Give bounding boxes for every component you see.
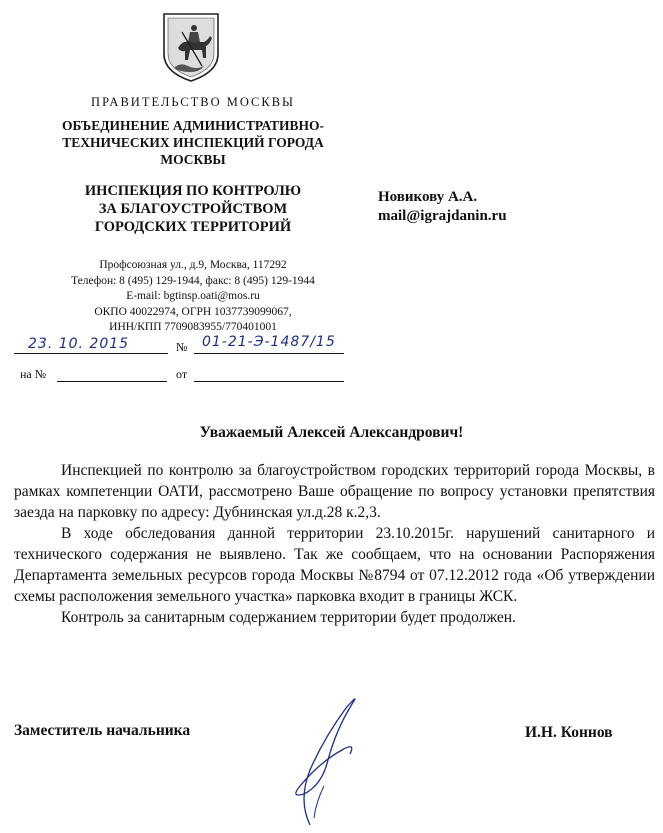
date-line [14, 353, 168, 354]
recipient-block [378, 188, 507, 226]
salutation: Уважаемый Алексей Александрович! [199, 424, 464, 441]
email: E-mail: bgtinsp.oati@mos.ru [126, 290, 260, 302]
moscow-coat-of-arms-icon [160, 10, 222, 84]
ref-number-label: на № [20, 367, 47, 381]
government-title: ПРАВИТЕЛЬСТВО МОСКВЫ [91, 95, 295, 109]
ref-from-line [194, 381, 344, 382]
letter-body [14, 460, 655, 628]
inspection-name-line: ИНСПЕКЦИЯ ПО КОНТРОЛЮ [84, 183, 302, 199]
body-paragraph: Инспекцией по контролю за благоустройством городских территорий города Москвы, в рамках компетенции ОАТИ, рассмотрено Ваше обращение по вопросу установки препятствия заезда на парковку по адресу: Дубнинская ул.д.28 к.2,3. [14, 462, 655, 521]
organization-name-line: МОСКВЫ [160, 152, 226, 167]
phone-fax: Телефон: 8 (495) 129-1944, факс: 8 (495) 129-1944 [71, 274, 315, 287]
organization-name-line: ТЕХНИЧЕСКИХ ИНСПЕКЦИЙ ГОРОДА [62, 135, 324, 150]
recipient-name: Новикову А.А. [378, 189, 478, 205]
signatory-role: Заместитель начальника [14, 722, 191, 739]
inn-kpp: ИНН/КПП 7709083955/770401001 [109, 321, 277, 333]
recipient-email: mail@igrajdanin.ru [378, 208, 507, 224]
organization-name-line: ОБЪЕДИНЕНИЕ АДМИНИСТРАТИВНО- [61, 118, 325, 133]
inspection-name-line: ЗА БЛАГОУСТРОЙСТВОМ [98, 201, 288, 217]
handwritten-date: 23. 10. 2015 [28, 336, 130, 352]
contact-block [0, 258, 386, 336]
handwritten-number: 01-21-Э-1487/15 [202, 334, 336, 350]
ref-from-label: от [176, 367, 188, 381]
body-paragraph: Контроль за санитарным содержанием территории будет продолжен. [61, 609, 516, 626]
organization-name [0, 117, 386, 168]
address: Профсоюзная ул., д.9, Москва, 117292 [99, 259, 287, 271]
ref-number-line [57, 381, 167, 382]
number-label: № [176, 340, 188, 354]
number-line [194, 353, 344, 354]
body-paragraph: В ходе обследования данной территории 23.10.2015г. нарушений санитарного и технического содержания не выявлено. Так же сообщаем, что на основании Распоряжения Департамента земельных ресурсов города Москвы №8794 от 07.12.2012 года «Об утверждении схемы расположения земельного участка» парковка входит в границы ЖСК. [14, 525, 655, 605]
signatory-name: И.Н. Коннов [525, 724, 613, 741]
inspection-name-line: ГОРОДСКИХ ТЕРРИТОРИЙ [94, 219, 292, 235]
handwritten-signature-icon [280, 690, 370, 830]
okpo-ogrn: ОКПО 40022974, ОГРН 1037739099067, [94, 305, 292, 318]
inspection-name [0, 182, 386, 236]
